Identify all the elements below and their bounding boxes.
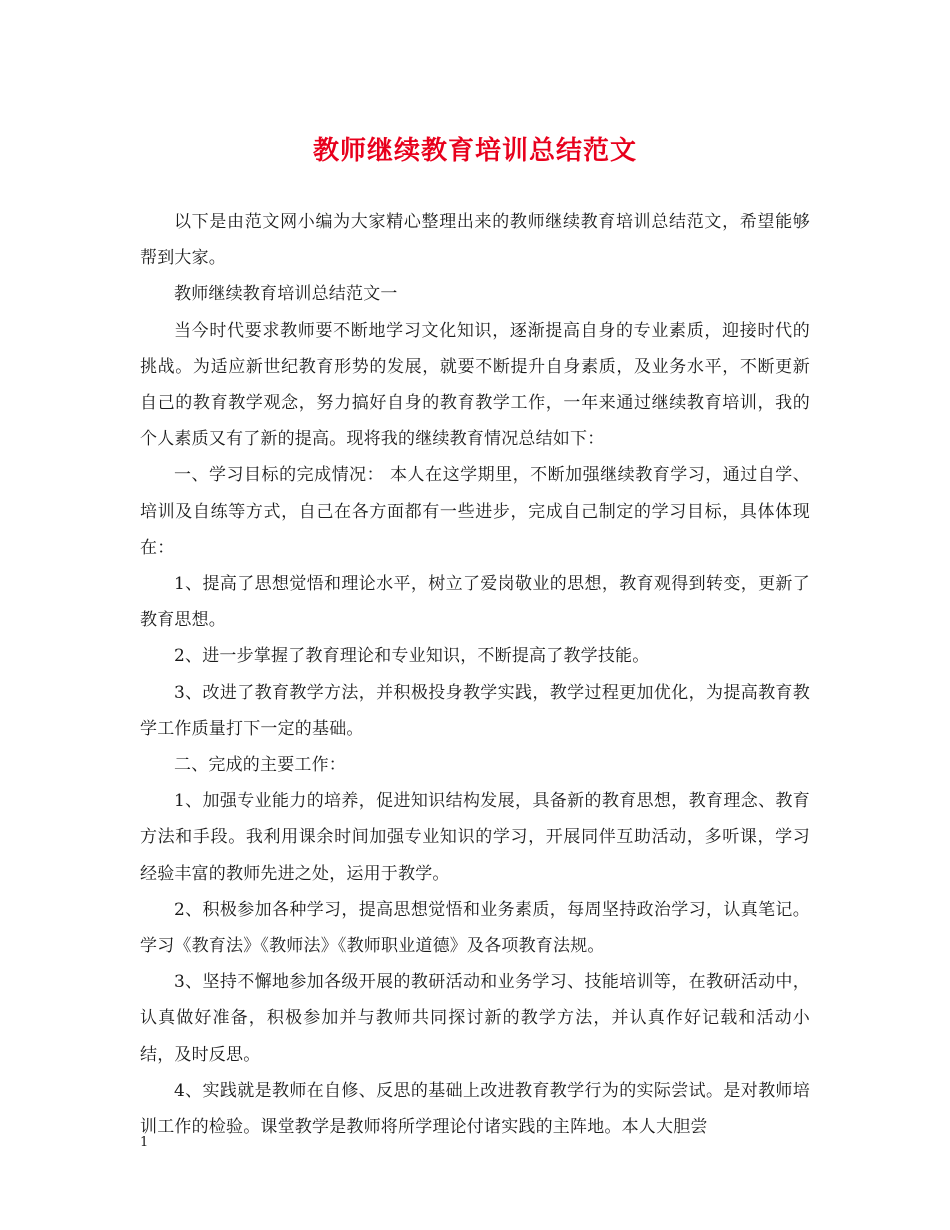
paragraph-section-1: 一、学习目标的完成情况： 本人在这学期里，不断加强继续教育学习，通过自学、培训及自练等方式，自己在各方面都有一些进步，完成自己制定的学习目标，具体体现在：	[140, 465, 810, 558]
paragraph-work-4: 4、实践就是教师在自修、反思的基础上改进教育教学行为的实际尝试。是对教师培训工作的检验。课堂教学是教师将所学理论付诸实践的主阵地。本人大胆尝	[140, 1080, 810, 1138]
paragraph-subtitle: 教师继续教育培训总结范文一	[174, 284, 398, 305]
paragraph-overview: 当今时代要求教师要不断地学习文化知识，逐渐提高自身的专业素质，迎接时代的挑战。为适应新世纪教育形势的发展，就要不断提升自身素质，及业务水平，不断更新自己的教育教学观念，努力搞好自身的教育教学工作，一年来通过继续教育培训，我的个人素质又有了新的提高。现将我的继续教育情况总结如下：	[140, 320, 810, 450]
document-title: 教师继续教育培训总结范文	[312, 136, 637, 166]
document-body	[140, 204, 810, 1145]
paragraph-item-3: 3、改进了教育教学方法，并积极投身教学实践，教学过程更加优化，为提高教育教学工作质量打下一定的基础。	[140, 682, 810, 739]
paragraph-work-2: 2、积极参加各种学习，提高思想觉悟和业务素质，每周坚持政治学习，认真笔记。学习《教育法》《教师法》《教师职业道德》及各项教育法规。	[140, 899, 810, 957]
paragraph-work-3: 3、坚持不懈地参加各级开展的教研活动和业务学习、技能培训等，在教研活动中，认真做好准备，积极参加并与教师共同探讨新的教学方法，并认真作好记载和活动小结，及时反思。	[140, 972, 810, 1065]
paragraph-section-2: 二、完成的主要工作：	[174, 755, 346, 776]
page-number: 1	[140, 1135, 149, 1150]
paragraph-item-2: 2、进一步掌握了教育理论和专业知识，不断提高了教学技能。	[174, 646, 650, 667]
paragraph-intro: 以下是由范文网小编为大家精心整理出来的教师继续教育培训总结范文，希望能够帮到大家。	[140, 212, 810, 269]
paragraph-work-1: 1、加强专业能力的培养，促进知识结构发展，具备新的教育思想，教育理念、教育方法和手段。我利用课余时间加强专业知识的学习，开展同伴互助活动，多听课，学习经验丰富的教师先进之处，运用于教学。	[140, 791, 810, 884]
paragraph-item-1: 1、提高了思想觉悟和理论水平，树立了爱岗敬业的思想，教育观得到转变，更新了教育思想。	[140, 574, 810, 631]
